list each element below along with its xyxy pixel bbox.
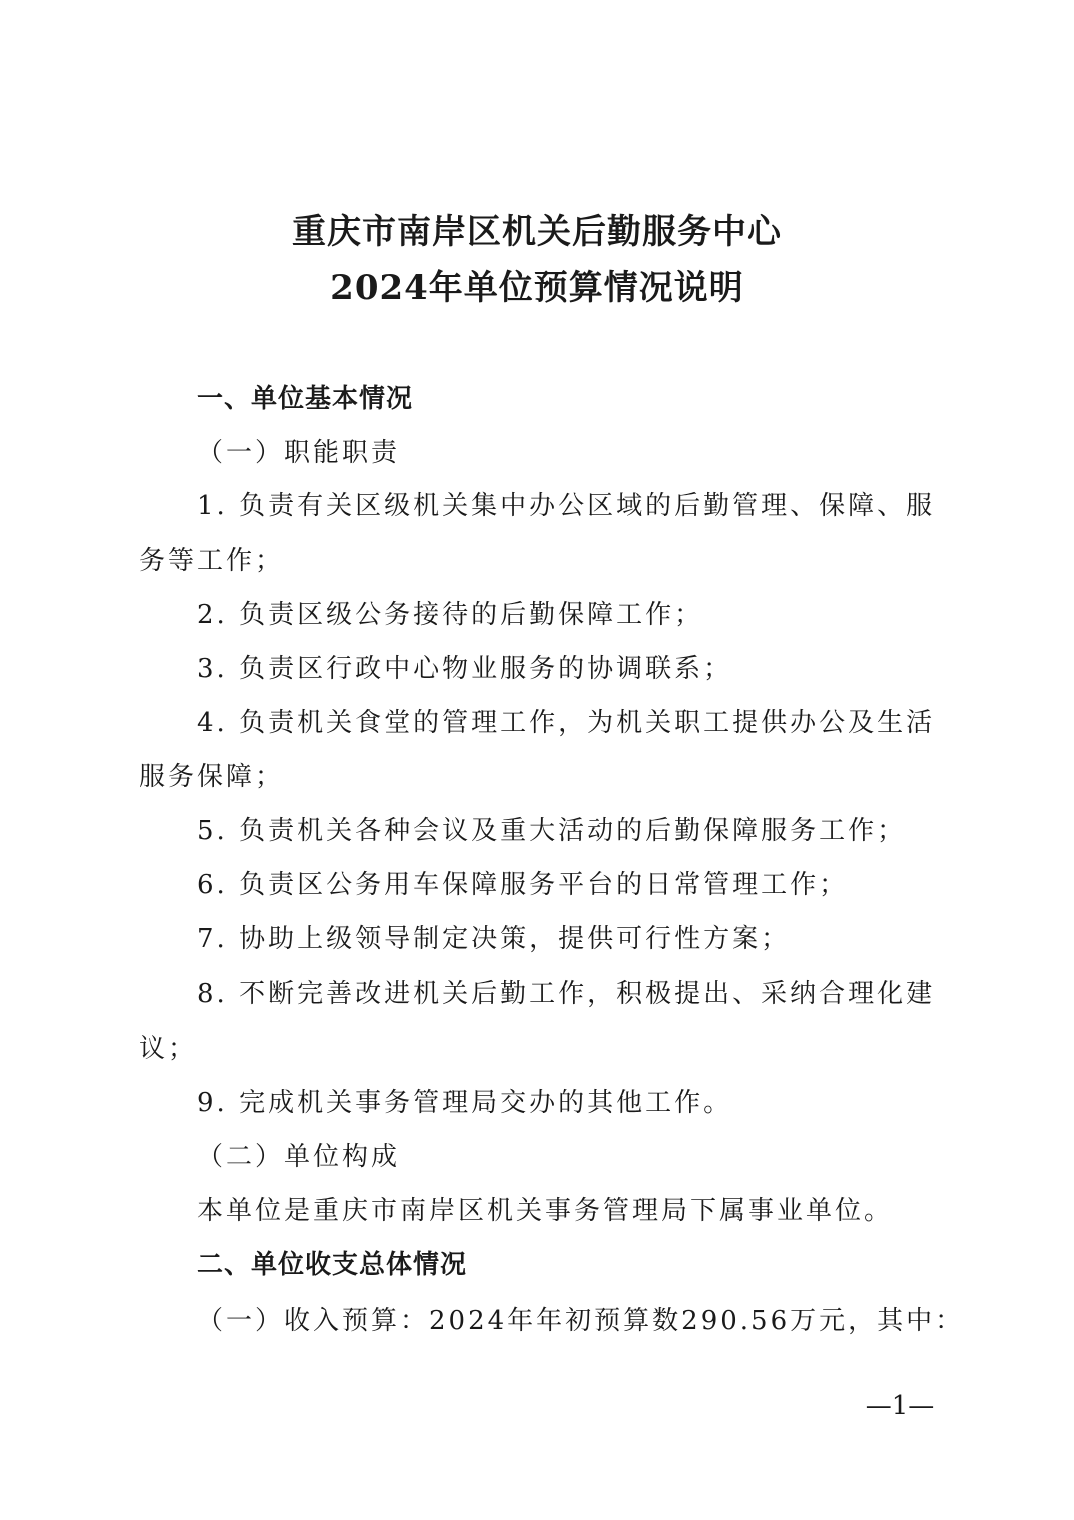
page-number: —1— bbox=[865, 1391, 935, 1421]
duty-item-8: 8. 不断完善改进机关后勤工作，积极提出、采纳合理化建 bbox=[197, 979, 936, 1009]
duty-item-1-continued: 务等工作； bbox=[139, 546, 285, 576]
structure-text: 本单位是重庆市南岸区机关事务管理局下属事业单位。 bbox=[197, 1196, 894, 1226]
subsection-functions-heading: （一）职能职责 bbox=[197, 438, 401, 468]
duty-item-4-continued: 服务保障； bbox=[139, 762, 285, 792]
duty-item-2: 2. 负责区级公务接待的后勤保障工作； bbox=[197, 600, 704, 630]
section1-heading: 一、单位基本情况 bbox=[197, 384, 414, 414]
duty-item-1: 1. 负责有关区级机关集中办公区域的后勤管理、保障、服 bbox=[197, 491, 936, 521]
document-title-line1: 重庆市南岸区机关后勤服务中心 bbox=[292, 212, 782, 252]
duty-item-6: 6. 负责区公务用车保障服务平台的日常管理工作； bbox=[197, 870, 849, 900]
duty-item-4: 4. 负责机关食堂的管理工作，为机关职工提供办公及生活 bbox=[197, 708, 936, 738]
section2-heading: 二、单位收支总体情况 bbox=[197, 1250, 468, 1280]
duty-item-3: 3. 负责区行政中心物业服务的协调联系； bbox=[197, 654, 733, 684]
duty-item-8-continued: 议； bbox=[139, 1034, 198, 1064]
duty-item-7: 7. 协助上级领导制定决策，提供可行性方案； bbox=[197, 924, 791, 954]
subsection-structure-heading: （二）单位构成 bbox=[197, 1142, 401, 1172]
duty-item-5: 5. 负责机关各种会议及重大活动的后勤保障服务工作； bbox=[197, 816, 907, 846]
duty-item-9: 9. 完成机关事务管理局交办的其他工作。 bbox=[197, 1088, 733, 1118]
income-budget-text: （一）收入预算：2024年年初预算数290.56万元，其中： bbox=[197, 1306, 965, 1336]
document-title-line2: 2024年单位预算情况说明 bbox=[330, 268, 744, 308]
